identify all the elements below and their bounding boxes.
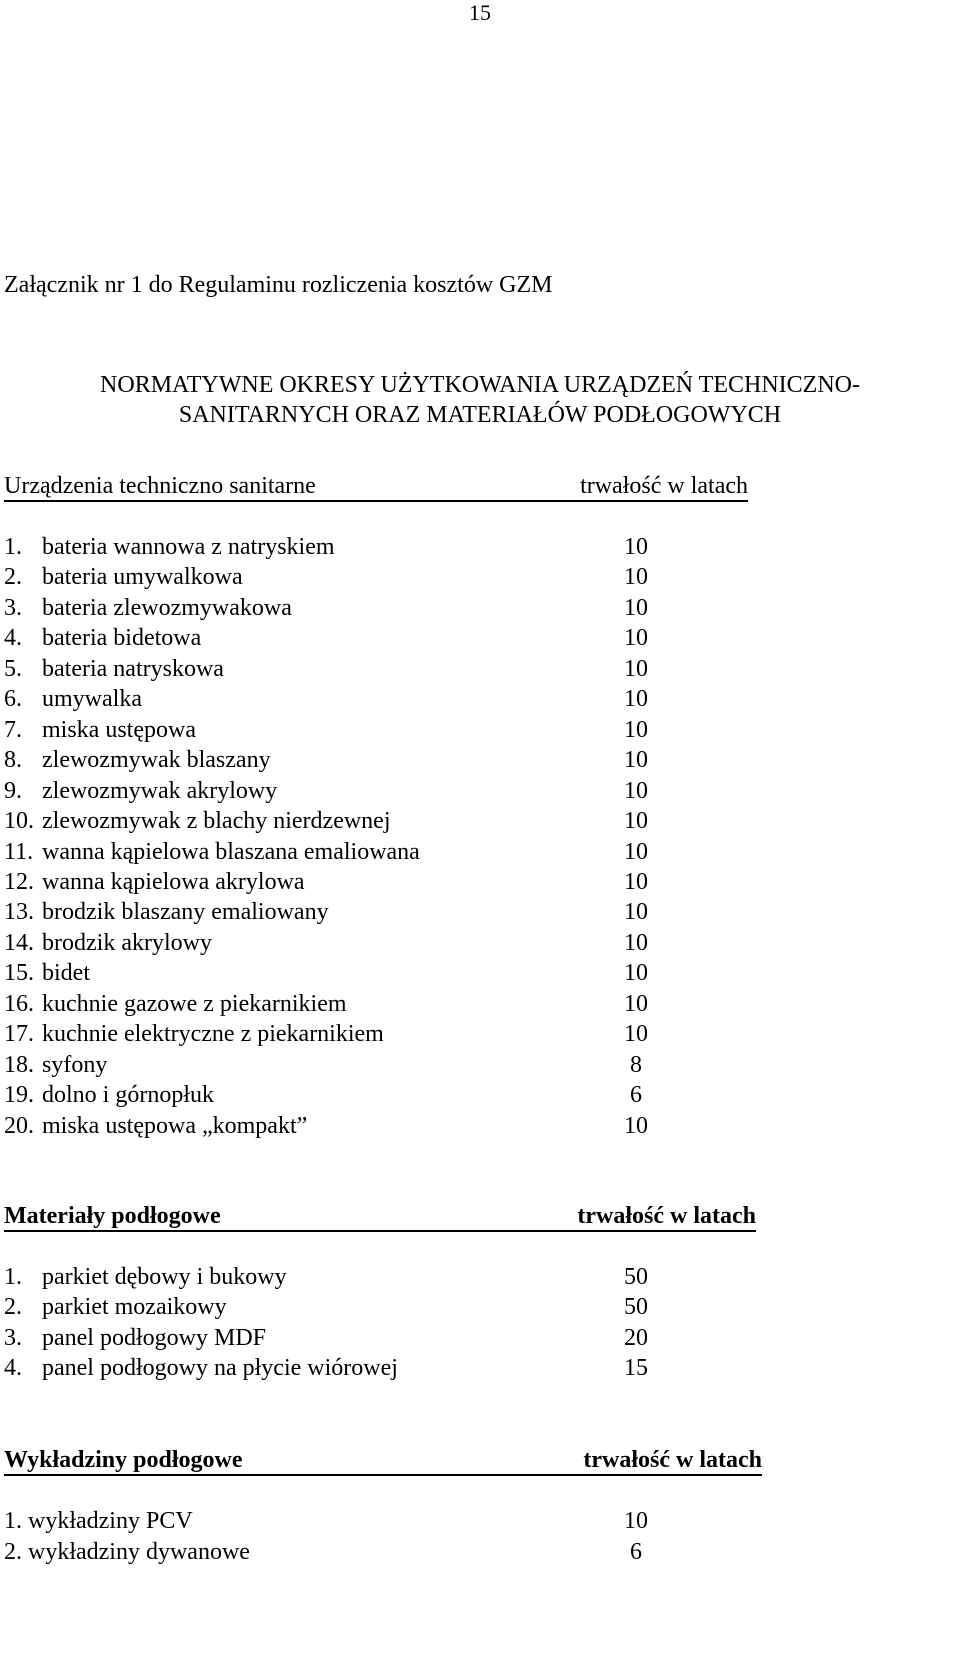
sanitary-item-label: zlewozmywak akrylowy: [42, 777, 278, 804]
sanitary-item-label: bidet: [42, 960, 90, 987]
floor-materials-header-label: Materiały podłogowe: [4, 1203, 221, 1229]
sanitary-item-label: miska ustępowa „kompakt”: [42, 1112, 308, 1139]
floor-material-item-durability: 50: [624, 1294, 648, 1321]
floor-material-item-number: 2.: [4, 1294, 22, 1321]
floor-material-item-number: 3.: [4, 1324, 22, 1351]
sanitary-item-label: brodzik blaszany emaliowany: [42, 899, 329, 926]
sanitary-item-number: 18.: [4, 1051, 34, 1078]
floor-coverings-header-durability: trwałość w latach: [583, 1447, 762, 1473]
sanitary-item-durability: 10: [624, 929, 648, 956]
sanitary-item-row: [4, 867, 704, 897]
sanitary-item-number: 4.: [4, 625, 22, 652]
sanitary-item-row: [4, 1019, 704, 1049]
sanitary-item-durability: 10: [624, 899, 648, 926]
sanitary-item-label: bateria wannowa z natryskiem: [42, 534, 335, 560]
floor-covering-item-durability: 10: [624, 1508, 648, 1534]
sanitary-item-label: bateria bidetowa: [42, 625, 202, 652]
sanitary-item-row: [4, 958, 704, 988]
document-title: [0, 370, 960, 430]
sanitary-item-row: [4, 715, 704, 745]
sanitary-item-label: bateria zlewozmywakowa: [42, 594, 292, 621]
sanitary-item-label: syfony: [42, 1051, 108, 1078]
sanitary-item-number: 8.: [4, 747, 22, 774]
sanitary-item-durability: 10: [624, 990, 648, 1017]
sanitary-item-row: [4, 623, 704, 653]
sanitary-item-label: wanna kąpielowa akrylowa: [42, 868, 305, 895]
floor-coverings-header-label: Wykładziny podłogowe: [4, 1447, 243, 1473]
sanitary-item-label: kuchnie elektryczne z piekarnikiem: [42, 1021, 384, 1048]
sanitary-item-number: 5.: [4, 655, 22, 682]
floor-material-item-row: [4, 1262, 704, 1292]
title-line-2: SANITARNYCH ORAZ MATERIAŁÓW PODŁOGOWYCH: [178, 402, 782, 428]
sanitary-item-durability: 10: [624, 777, 648, 804]
sanitary-item-number: 11.: [4, 838, 34, 865]
sanitary-item-durability: 6: [630, 1082, 642, 1109]
sanitary-item-durability: 10: [624, 534, 648, 560]
sanitary-item-number: 15.: [4, 960, 34, 987]
sanitary-item-row: [4, 837, 704, 867]
sanitary-header-durability: trwałość w latach: [580, 473, 748, 499]
sanitary-item-row: [4, 989, 704, 1019]
sanitary-item-row: [4, 593, 704, 623]
annex-heading: Załącznik nr 1 do Regulaminu rozliczenia kosztów GZM: [4, 272, 553, 298]
sanitary-item-number: 10.: [4, 808, 34, 835]
sanitary-item-durability: 10: [624, 868, 648, 895]
floor-covering-item-number: 2.: [4, 1539, 22, 1565]
floor-material-item-row: [4, 1292, 704, 1322]
floor-covering-item-label: wykładziny PCV: [28, 1508, 193, 1534]
sanitary-item-durability: 10: [624, 716, 648, 743]
page-number: 15: [469, 0, 491, 25]
sanitary-item-row: [4, 745, 704, 775]
sanitary-item-durability: 10: [624, 838, 648, 865]
sanitary-section-header: [4, 472, 748, 502]
sanitary-item-number: 2.: [4, 564, 22, 591]
sanitary-item-row: [4, 532, 704, 562]
sanitary-header-label: Urządzenia techniczno sanitarne: [4, 473, 316, 499]
floor-material-item-label: panel podłogowy MDF: [42, 1324, 266, 1351]
floor-coverings-section-header: [4, 1446, 762, 1476]
floor-covering-item-row: [4, 1506, 704, 1536]
sanitary-item-row: [4, 806, 704, 836]
sanitary-item-label: miska ustępowa: [42, 716, 196, 743]
sanitary-item-durability: 10: [624, 808, 648, 835]
sanitary-item-number: 1.: [4, 534, 22, 560]
sanitary-item-durability: 10: [624, 1112, 648, 1139]
title-line-1: NORMATYWNE OKRESY UŻYTKOWANIA URZĄDZEŃ TECHNICZNO-: [100, 372, 860, 398]
sanitary-item-number: 16.: [4, 990, 34, 1017]
sanitary-item-durability: 10: [624, 564, 648, 591]
sanitary-item-label: bateria umywalkowa: [42, 564, 243, 591]
sanitary-item-number: 9.: [4, 777, 22, 804]
floor-material-item-number: 4.: [4, 1355, 22, 1382]
sanitary-item-durability: 8: [630, 1051, 642, 1078]
floor-material-item-label: parkiet mozaikowy: [42, 1294, 227, 1321]
floor-materials-section-header: [4, 1202, 756, 1232]
sanitary-item-row: [4, 1111, 704, 1141]
sanitary-item-label: wanna kąpielowa blaszana emaliowana: [42, 838, 420, 865]
sanitary-item-durability: 10: [624, 960, 648, 987]
sanitary-item-number: 19.: [4, 1082, 34, 1109]
sanitary-item-row: [4, 928, 704, 958]
sanitary-item-label: brodzik akrylowy: [42, 929, 212, 956]
sanitary-item-number: 7.: [4, 716, 22, 743]
floor-material-item-label: parkiet dębowy i bukowy: [42, 1264, 287, 1290]
floor-covering-item-row: [4, 1537, 704, 1567]
sanitary-item-row: [4, 684, 704, 714]
sanitary-item-number: 12.: [4, 868, 34, 895]
sanitary-item-number: 6.: [4, 686, 22, 713]
sanitary-item-durability: 10: [624, 747, 648, 774]
sanitary-item-label: kuchnie gazowe z piekarnikiem: [42, 990, 347, 1017]
floor-material-item-durability: 15: [624, 1355, 648, 1382]
floor-material-item-durability: 50: [624, 1264, 648, 1290]
floor-material-item-number: 1.: [4, 1264, 22, 1290]
sanitary-item-row: [4, 897, 704, 927]
sanitary-item-durability: 10: [624, 625, 648, 652]
sanitary-item-label: zlewozmywak z blachy nierdzewnej: [42, 808, 391, 835]
sanitary-item-number: 3.: [4, 594, 22, 621]
sanitary-item-label: umywalka: [42, 686, 142, 713]
sanitary-item-durability: 10: [624, 1021, 648, 1048]
floor-material-item-row: [4, 1353, 704, 1383]
sanitary-item-number: 17.: [4, 1021, 34, 1048]
sanitary-item-row: [4, 1080, 704, 1110]
sanitary-item-label: dolno i górnopłuk: [42, 1082, 214, 1109]
sanitary-item-durability: 10: [624, 686, 648, 713]
sanitary-item-durability: 10: [624, 594, 648, 621]
sanitary-item-number: 20.: [4, 1112, 34, 1139]
sanitary-item-number: 13.: [4, 899, 34, 926]
sanitary-item-row: [4, 1050, 704, 1080]
floor-material-item-row: [4, 1323, 704, 1353]
sanitary-item-label: bateria natryskowa: [42, 655, 224, 682]
sanitary-item-row: [4, 776, 704, 806]
sanitary-item-row: [4, 562, 704, 592]
sanitary-item-number: 14.: [4, 929, 34, 956]
floor-covering-item-number: 1.: [4, 1508, 22, 1534]
sanitary-item-durability: 10: [624, 655, 648, 682]
sanitary-item-label: zlewozmywak blaszany: [42, 747, 271, 774]
floor-materials-header-durability: trwałość w latach: [577, 1203, 756, 1229]
floor-covering-item-durability: 6: [630, 1539, 642, 1565]
floor-material-item-label: panel podłogowy na płycie wiórowej: [42, 1355, 398, 1382]
sanitary-item-row: [4, 654, 704, 684]
floor-covering-item-label: wykładziny dywanowe: [28, 1539, 250, 1565]
floor-material-item-durability: 20: [624, 1324, 648, 1351]
